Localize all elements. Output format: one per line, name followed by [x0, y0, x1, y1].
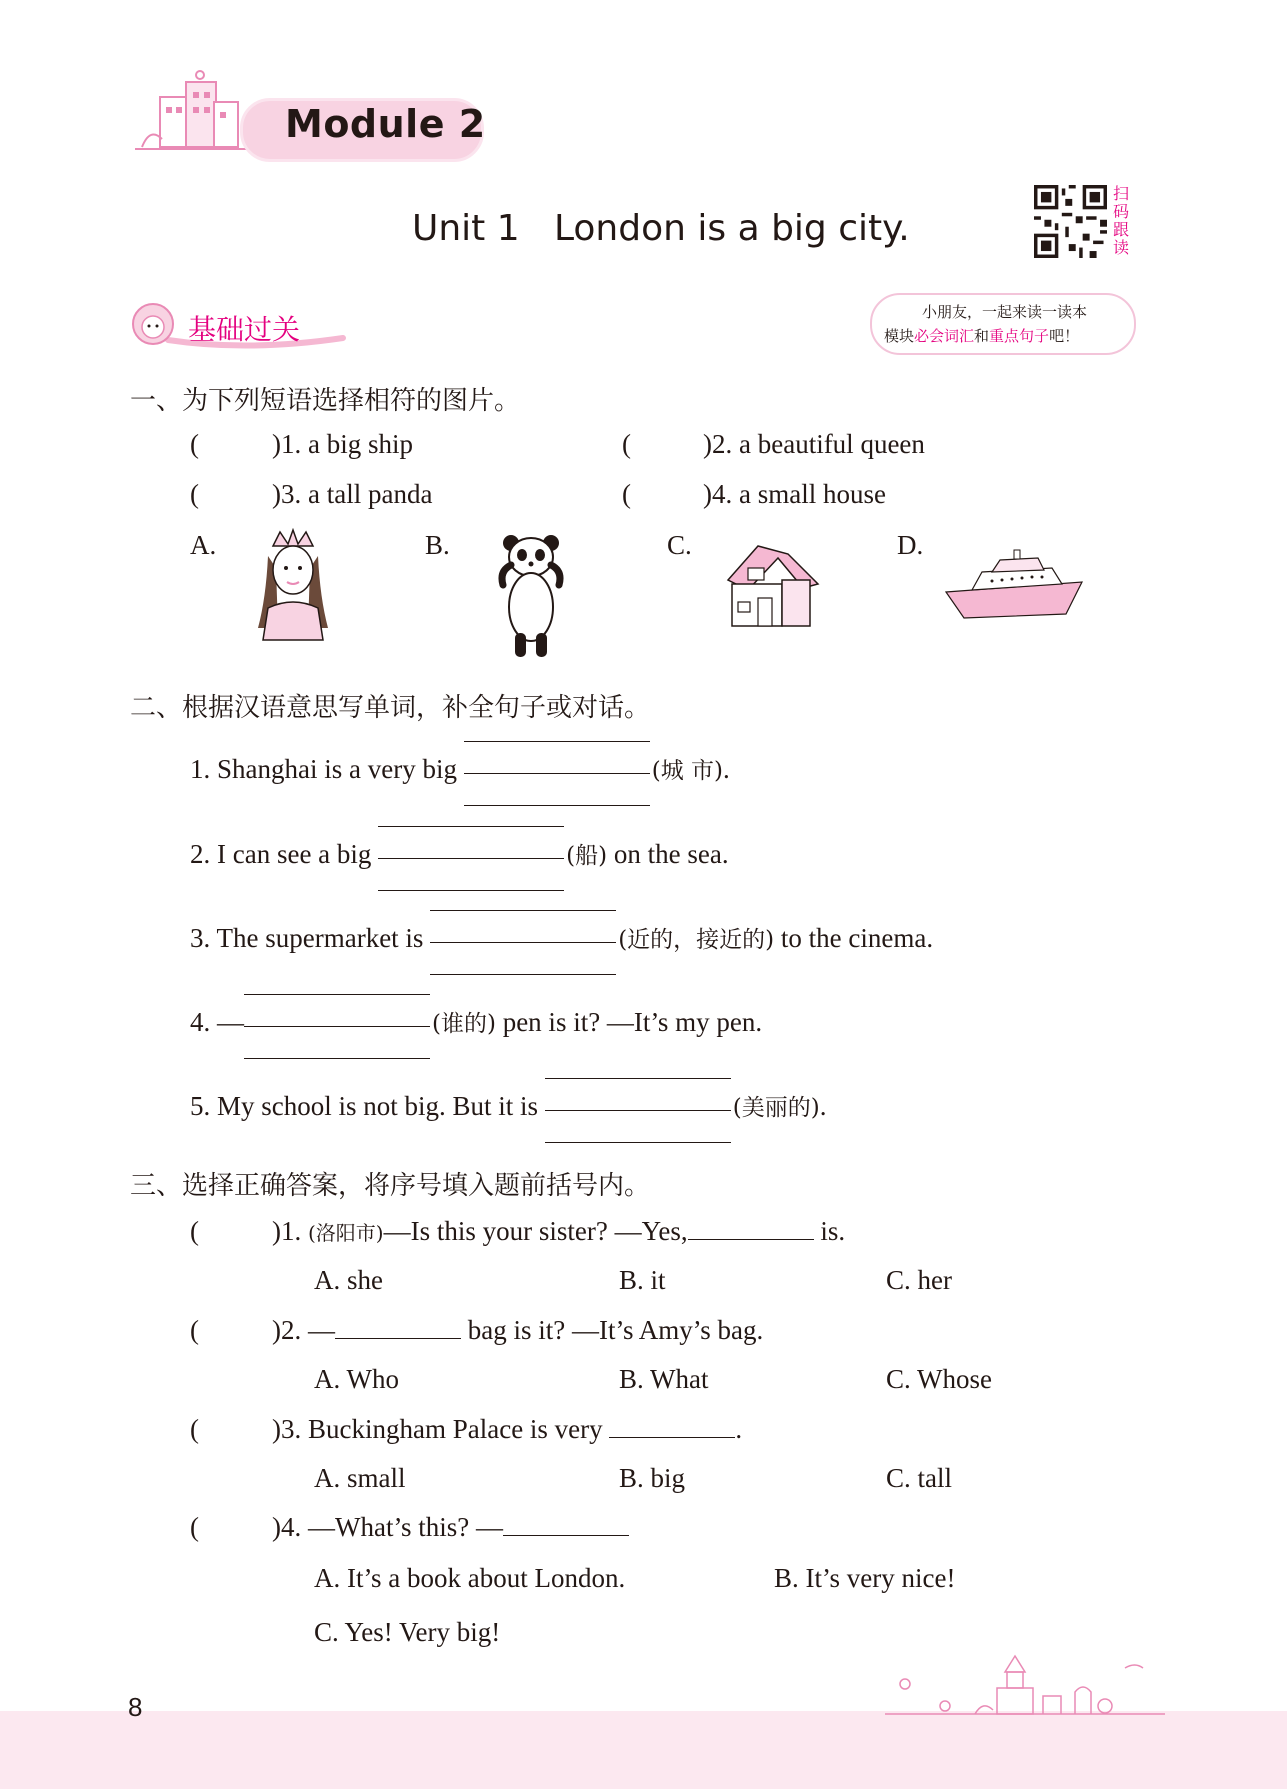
- chinese-hint: (美丽的): [732, 1095, 820, 1121]
- page-number: 8: [128, 1692, 143, 1722]
- section-badge: [128, 300, 348, 350]
- writing-blank[interactable]: [545, 1114, 731, 1115]
- bubble-text: 模块: [884, 329, 915, 345]
- answer-paren[interactable]: (: [190, 1414, 199, 1444]
- question-text: is.: [813, 1216, 846, 1246]
- bubble-line-1: 小朋友，一起来读一读本: [922, 305, 1088, 321]
- source-note: (洛阳市): [308, 1221, 384, 1245]
- part1-heading: 一、为下列短语选择相符的图片。: [130, 386, 521, 416]
- fill-sentence-3: [190, 921, 933, 954]
- option-c: C. tall: [886, 1463, 952, 1493]
- footer-band: [0, 1711, 1287, 1789]
- picture-label-b: B.: [425, 530, 450, 560]
- bubble-text: 吧！: [1049, 329, 1080, 345]
- answer-blank[interactable]: [503, 1534, 629, 1536]
- picture-label-a: A.: [190, 530, 217, 560]
- speech-bubble: [870, 293, 1136, 355]
- sentence-text: .: [819, 1091, 827, 1121]
- answer-paren[interactable]: (: [190, 1512, 199, 1542]
- answer-blank[interactable]: [688, 1238, 814, 1240]
- chinese-hint: (谁的): [432, 1011, 496, 1037]
- answer-paren[interactable]: (: [190, 1216, 199, 1246]
- question-text: )3. Buckingham Palace is very: [272, 1414, 610, 1444]
- option-b: B. it: [619, 1265, 666, 1295]
- option-c: C. Yes! Very big!: [314, 1617, 501, 1647]
- fill-sentence-5: [190, 1089, 827, 1122]
- house-icon: [718, 540, 823, 630]
- part2-heading: 二、根据汉语意思写单词，补全句子或对话。: [130, 693, 651, 723]
- option-b: B. It’s very nice!: [774, 1563, 956, 1593]
- option-a: A. It’s a book about London.: [314, 1563, 626, 1593]
- castle-decoration-icon: [885, 1648, 1165, 1718]
- writing-blank[interactable]: [244, 1030, 430, 1031]
- choice-question-1: [272, 1216, 845, 1247]
- part3-heading: 三、选择正确答案，将序号填入题前括号内。: [130, 1171, 651, 1201]
- answer-paren[interactable]: (: [190, 429, 199, 459]
- chinese-hint: (城 市): [651, 758, 723, 784]
- question-text: .: [735, 1414, 743, 1444]
- option-a: A. Who: [314, 1364, 399, 1394]
- option-b: B. What: [619, 1364, 709, 1394]
- sentence-text: 5. My school is not big. But it is: [190, 1091, 545, 1121]
- writing-blank[interactable]: [378, 862, 564, 863]
- writing-blank[interactable]: [430, 946, 616, 947]
- sentence-text: .: [722, 754, 730, 784]
- option-c: C. her: [886, 1265, 952, 1295]
- sentence-text: on the sea.: [607, 839, 729, 869]
- chinese-hint: (船): [566, 843, 608, 869]
- answer-paren[interactable]: (: [190, 1315, 199, 1345]
- sentence-text: 3. The supermarket is: [190, 923, 431, 953]
- question-text: )1.: [272, 1216, 308, 1246]
- picture-label-c: C.: [667, 530, 692, 560]
- bubble-highlight: 重点句子: [989, 329, 1050, 345]
- phrase-2: )2. a beautiful queen: [703, 429, 925, 459]
- picture-label-d: D.: [897, 530, 924, 560]
- phrase-1: )1. a big ship: [272, 429, 413, 459]
- option-c: C. Whose: [886, 1364, 992, 1394]
- question-text: )4. —What’s this? —: [272, 1512, 503, 1542]
- qr-code-icon[interactable]: [1034, 185, 1107, 258]
- question-text: )2. —: [272, 1315, 335, 1345]
- choice-question-3: [272, 1414, 742, 1445]
- question-text: —Is this your sister? —Yes,: [383, 1216, 688, 1246]
- section-badge-label: 基础过关: [188, 313, 301, 346]
- sentence-text: 4. —: [190, 1007, 244, 1037]
- writing-blank[interactable]: [464, 777, 650, 778]
- option-b: B. big: [619, 1463, 686, 1493]
- panda-icon: [497, 533, 565, 661]
- choice-question-4: [272, 1512, 629, 1543]
- queen-icon: [248, 528, 338, 643]
- answer-blank[interactable]: [609, 1436, 735, 1438]
- answer-paren[interactable]: (: [622, 429, 631, 459]
- choice-question-2: [272, 1315, 763, 1346]
- module-banner: [150, 92, 486, 158]
- answer-paren[interactable]: (: [190, 479, 199, 509]
- chinese-hint: (近的，接近的): [618, 927, 775, 953]
- fill-sentence-4: [190, 1005, 762, 1038]
- ship-icon: [942, 548, 1087, 620]
- answer-blank[interactable]: [335, 1337, 461, 1339]
- phrase-3: )3. a tall panda: [272, 479, 433, 509]
- city-buildings-icon: [130, 67, 260, 157]
- module-title: Module 2: [285, 102, 486, 146]
- sentence-text: pen is it? —It’s my pen.: [495, 1007, 763, 1037]
- scan-to-read-label: 扫码跟读: [1113, 184, 1130, 257]
- bubble-highlight: 必会词汇: [914, 329, 975, 345]
- answer-paren[interactable]: (: [622, 479, 631, 509]
- question-text: bag is it? —It’s Amy’s bag.: [461, 1315, 764, 1345]
- bubble-text: 和: [974, 329, 990, 345]
- sentence-text: 2. I can see a big: [190, 839, 379, 869]
- sentence-text: to the cinema.: [774, 923, 934, 953]
- fill-sentence-2: [190, 837, 729, 870]
- bubble-line-2: [884, 325, 1079, 346]
- unit-title: Unit 1 London is a big city.: [412, 208, 910, 249]
- sentence-text: 1. Shanghai is a very big: [190, 754, 464, 784]
- option-a: A. small: [314, 1463, 406, 1493]
- option-a: A. she: [314, 1265, 383, 1295]
- fill-sentence-1: [190, 752, 730, 785]
- phrase-4: )4. a small house: [703, 479, 886, 509]
